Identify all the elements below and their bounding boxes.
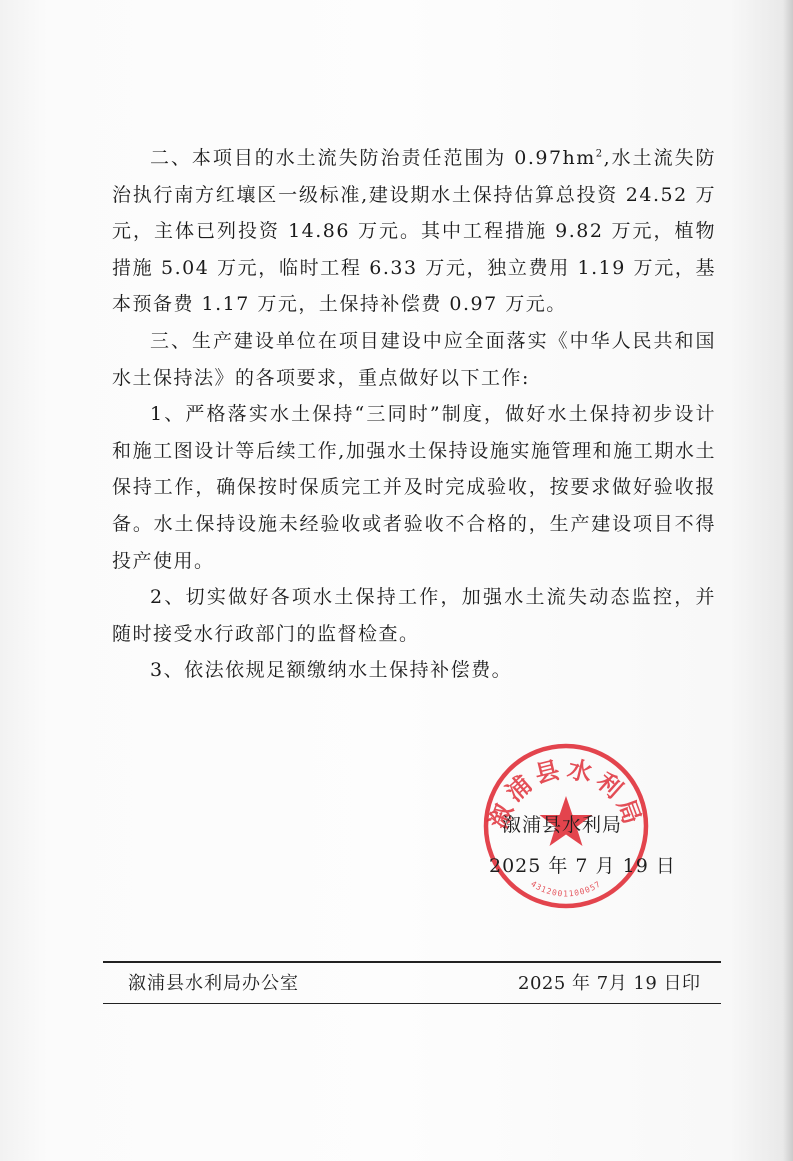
- signature-organization: 溆浦县水利局: [502, 814, 623, 836]
- document-body: [112, 140, 716, 689]
- page-edge-shadow: [783, 0, 793, 1161]
- seal-arc-text: 溆浦县水利局: [484, 754, 648, 833]
- footer-bottom-rule: [103, 1003, 721, 1004]
- paragraph-requirements-intro: 三、生产建设单位在项目建设中应全面落实《中华人民共和国水土保持法》的各项要求，重点做好以下工作:: [112, 329, 716, 389]
- footer-print-date: 2025 年 7月 19 日印: [518, 973, 701, 994]
- footer-top-rule: [103, 961, 721, 963]
- superscript-2: 2: [595, 148, 604, 160]
- svg-text:4312001100057: [529, 879, 603, 898]
- paragraph-2-rest: ,水土流失防治执行南方红壤区一级标准,建设期水土保持估算总投资 24.52 万元，主体已列投资 14.86 万元。其中工程措施 9.82 万元，植物措施 5.04 万元，临时工程 6.33 万元，独立费用 1.19 万元，基本预备费 1.17 万元，土保持补偿费 0.97 万元。: [112, 147, 716, 316]
- requirement-item-2: 2、切实做好各项水土保持工作，加强水土流失动态监控，并随时接受水行政部门的监督检查。: [112, 586, 716, 645]
- seal-code: 4312001100057: [529, 879, 603, 899]
- requirement-item-3: 3、依法依规足额缴纳水土保持补偿费。: [150, 659, 513, 682]
- paragraph-scope-and-investment: [112, 140, 716, 323]
- requirement-item-1: 1、严格落实水土保持“三同时”制度，做好水土保持初步设计和施工图设计等后续工作,加强水土保持设施实施管理和施工期水土保持工作，确保按时保质完工并及时完成验收，按要求做好验收报备。水土保持设施未经验收或者验收不合格的，生产建设项目不得投产使用。: [112, 403, 716, 572]
- footer-office: 溆浦县水利局办公室: [128, 973, 299, 994]
- signature-date: 2025 年 7 月 19 日: [489, 855, 676, 877]
- paragraph-2-prefix: 二、本项目的水土流失防治责任范围为 0.97hm: [150, 147, 596, 169]
